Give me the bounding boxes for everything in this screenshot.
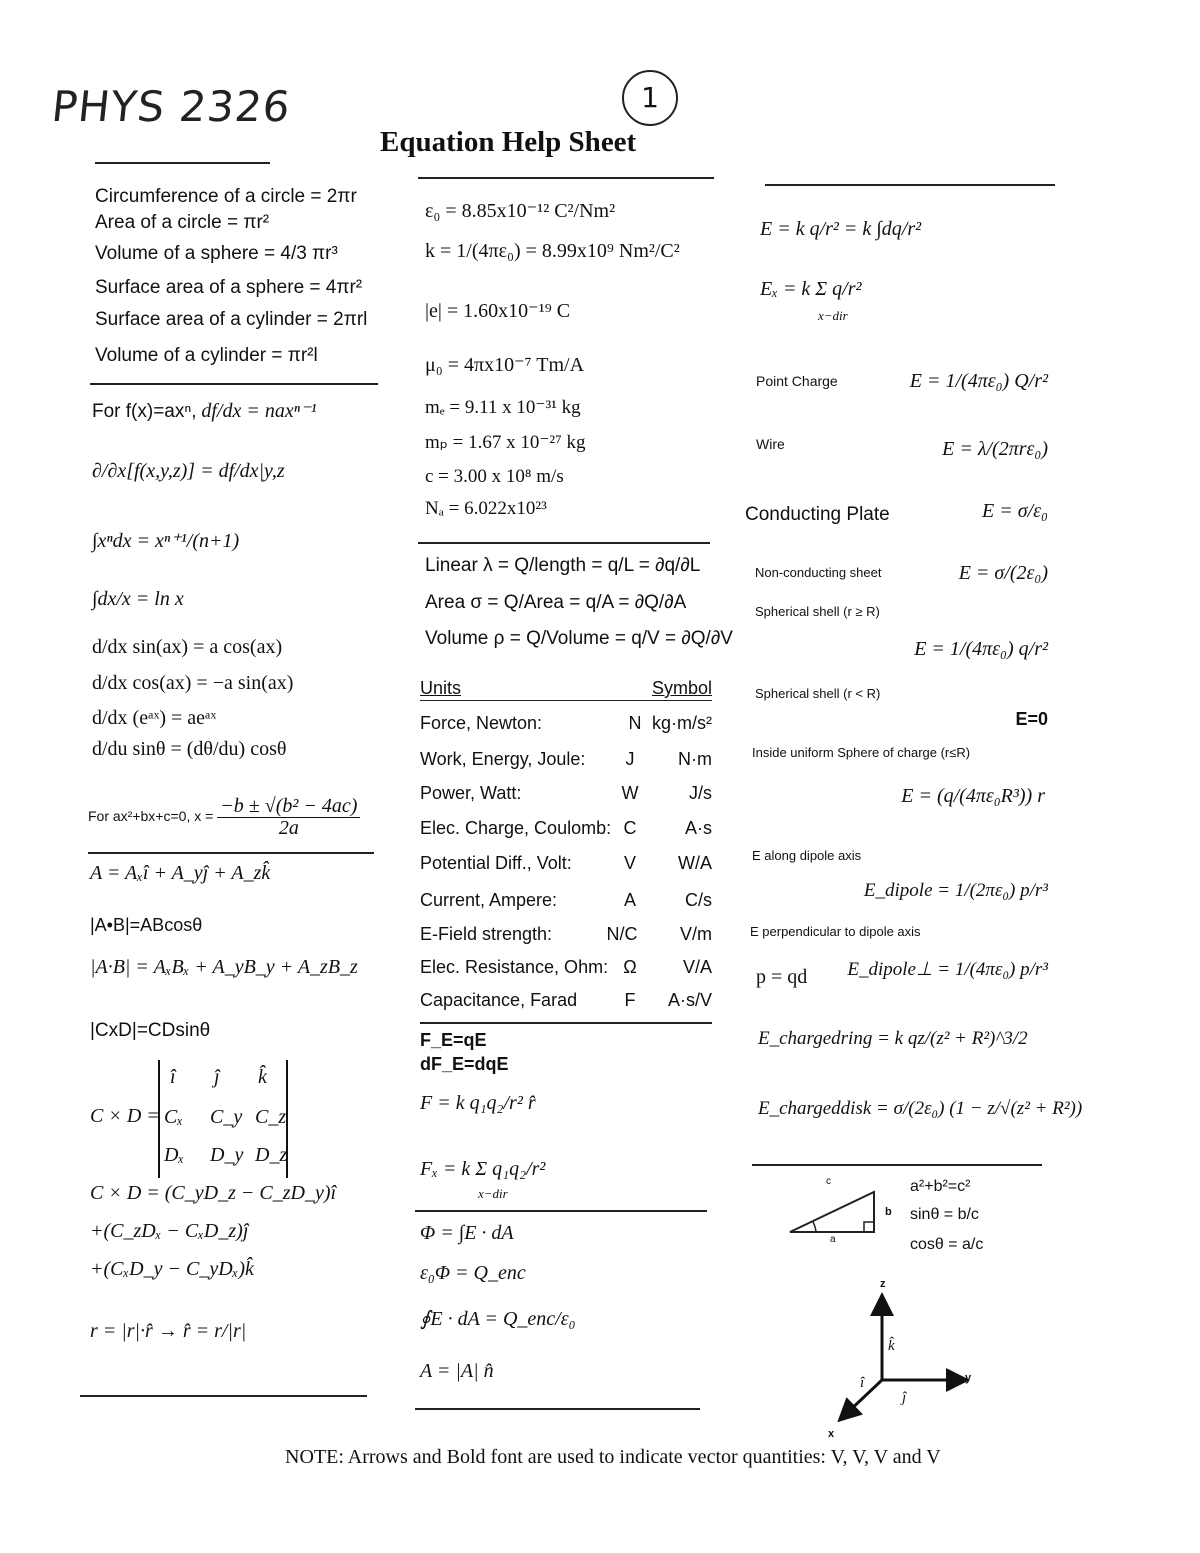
sphere-eq: E = (q/(4πε₀R³)) r (901, 785, 1045, 807)
sphere-label: Inside uniform Sphere of charge (r≤R) (752, 745, 971, 760)
constant-c: c = 3.00 x 10⁸ m/s (425, 466, 564, 487)
coulomb-field: E = k q/r² = k ∫dq/r² (760, 218, 922, 240)
axis-label-x: x (828, 1428, 835, 1440)
plate-eq: E = σ/ε₀ (982, 500, 1048, 522)
header-underline (95, 162, 270, 164)
geometry-line: Area of a circle = πr² (95, 212, 270, 233)
footer-note: NOTE: Arrows and Bold font are used to indicate vector quantities: V, V, V and V (285, 1446, 941, 1468)
axis-label-z: z (880, 1278, 886, 1290)
sheet-label: Non-conducting sheet (755, 565, 882, 580)
shell-in-label: Spherical shell (r < R) (755, 686, 881, 701)
dipole-axis-label: E along dipole axis (752, 848, 862, 863)
vector-components: A = Aₓî + A_yĵ + A_zk̂ (90, 862, 271, 884)
trig-pythagoras: a²+b²=c² (910, 1178, 971, 1195)
quadratic-formula: For ax²+bx+c=0, x = $\frac{\text{−b ± √(b² − 4ac)}}{2a}$ (88, 796, 360, 839)
ring-field: E_chargedring = k qz/(z² + R²)^3/2 (758, 1028, 1028, 1049)
geometry-line: Volume of a sphere = 4/3 πr³ (95, 243, 338, 264)
units-header-rule (420, 700, 712, 701)
unit-vector-j-label: ĵ (902, 1390, 907, 1406)
dipole-perp-label: E perpendicular to dipole axis (750, 924, 921, 939)
trig-sin: sinθ = b/c (910, 1206, 979, 1223)
gauss-law-short: ε₀Φ = Q_enc (420, 1262, 526, 1284)
constant-mp: mₚ = 1.67 x 10⁻²⁷ kg (425, 432, 586, 453)
rule-col2-top (418, 177, 714, 179)
force-sum: Fₓ = k Σ q₁q₂/r² (420, 1158, 546, 1180)
wire-eq: E = λ/(2πrε₀) (942, 438, 1048, 460)
trig-cos: cosθ = a/c (910, 1236, 984, 1253)
cross-expand-line: +(CₓD_y − C_yDₓ)k̂ (90, 1258, 254, 1280)
unit-vector-k-label: k̂ (888, 1338, 895, 1354)
page-title: Equation Help Sheet (380, 126, 637, 158)
area-density: Area σ = Q/Area = q/A = ∂Q/∂A (425, 592, 687, 613)
gauss-law: ∮E · dA = Q_enc/ε₀ (420, 1308, 576, 1330)
log-integral: ∫dx/x = ln x (92, 588, 184, 610)
constant-mu0: μ₀ = 4πx10⁻⁷ Tm/A (425, 354, 585, 376)
shell-out-label: Spherical shell (r ≥ R) (755, 604, 880, 619)
geometry-line: Surface area of a sphere = 4πr² (95, 277, 363, 298)
unit-vector: r = |r|·r̂ → r̂ = r/|r| (90, 1320, 247, 1342)
axis-label-y: y (965, 1372, 972, 1384)
force-eq: F_E=qE (420, 1030, 487, 1050)
dipole-axis-eq: E_dipole = 1/(2πε₀) p/r³ (863, 880, 1048, 901)
volume-density: Volume ρ = Q/Volume = q/V = ∂Q/∂V (425, 628, 733, 649)
dot-product: |A•B|=ABcosθ (90, 915, 203, 935)
rule (420, 1022, 712, 1024)
derivative-rule: For f(x)=axⁿ, df/dx = naxⁿ⁻¹ (92, 400, 317, 422)
dipole-perp-eq: E_dipole⊥ = 1/(4πε₀) p/r³ (847, 959, 1048, 980)
disk-field: E_chargeddisk = σ/(2ε₀) (1 − z/√(z² + R²)) (758, 1098, 1083, 1119)
point-charge-eq: E = 1/(4πε₀) Q/r² (909, 370, 1048, 392)
constant-me: mₑ = 9.11 x 10⁻³¹ kg (425, 397, 581, 418)
cross-expand-line: C × D = (C_yD_z − C_zD_y)î (90, 1182, 337, 1204)
cross-expand-line: +(C_zDₓ − CₓD_z)ĵ (90, 1220, 249, 1242)
rule (418, 542, 710, 544)
rule (80, 1395, 367, 1397)
derivative-sin-theta: d/du sinθ = (dθ/du) cosθ (92, 738, 287, 760)
partial-derivative: ∂/∂x[f(x,y,z)] = df/dx|y,z (92, 460, 285, 482)
point-charge-label: Point Charge (756, 373, 838, 389)
triangle-label-c: c (826, 1176, 831, 1187)
unit-vector-i-label: î (860, 1375, 865, 1391)
geometry-line: Volume of a cylinder = πr²l (95, 345, 318, 366)
force-eq: dF_E=dqE (420, 1054, 509, 1074)
rule-col3-top (765, 184, 1055, 186)
force-sum-subscript: x−dir (478, 1186, 508, 1201)
sheet-eq: E = σ/(2ε₀) (958, 562, 1048, 584)
rule (90, 383, 378, 385)
cross-product: |CxD|=CDsinθ (90, 1020, 211, 1041)
area-vector: A = |A| n̂ (420, 1360, 494, 1382)
rule (415, 1408, 700, 1410)
derivative-cos: d/dx cos(ax) = −a sin(ax) (92, 672, 294, 694)
field-sum-subscript: x−dir (818, 308, 848, 323)
geometry-line: Surface area of a cylinder = 2πrl (95, 309, 368, 330)
rule (415, 1210, 707, 1212)
field-sum: Eₓ = k Σ q/r² (760, 278, 862, 300)
constant-epsilon0: ε₀ = 8.85x10⁻¹² C²/Nm² (425, 200, 616, 222)
triangle-label-a: a (830, 1234, 836, 1245)
triangle-label-b: b (885, 1206, 892, 1218)
shell-out-eq: E = 1/(4πε₀) q/r² (914, 638, 1048, 660)
geometry-line: Circumference of a circle = 2πr (95, 186, 357, 207)
rule (752, 1164, 1042, 1166)
power-integral: ∫xⁿdx = xⁿ⁺¹/(n+1) (92, 530, 240, 552)
shell-in-eq: E=0 (1015, 709, 1048, 729)
constant-na: Nₐ = 6.022x10²³ (425, 498, 547, 519)
dipole-moment: p = qd (756, 966, 808, 988)
page-number-circle: 1 (622, 70, 678, 126)
course-handwriting: PHYS 2326 (49, 82, 294, 131)
constant-k: k = 1/(4πε₀) = 8.99x10⁹ Nm²/C² (425, 240, 680, 262)
derivative-exp: d/dx (eᵃˣ) = aeᵃˣ (92, 707, 217, 729)
constant-e: |e| = 1.60x10⁻¹⁹ C (425, 300, 571, 322)
dot-components: |A·B| = AₓBₓ + A_yB_y + A_zB_z (90, 956, 358, 978)
rule (88, 852, 374, 854)
plate-label: Conducting Plate (745, 504, 890, 525)
coordinate-axes-diagram (830, 1290, 980, 1430)
linear-density: Linear λ = Q/length = q/L = ∂q/∂L (425, 555, 701, 576)
flux: Φ = ∫E · dA (420, 1222, 514, 1244)
derivative-sin: d/dx sin(ax) = a cos(ax) (92, 636, 283, 658)
coulomb-force: F = k q₁q₂/r² r̂ (420, 1092, 536, 1114)
wire-label: Wire (756, 436, 785, 452)
